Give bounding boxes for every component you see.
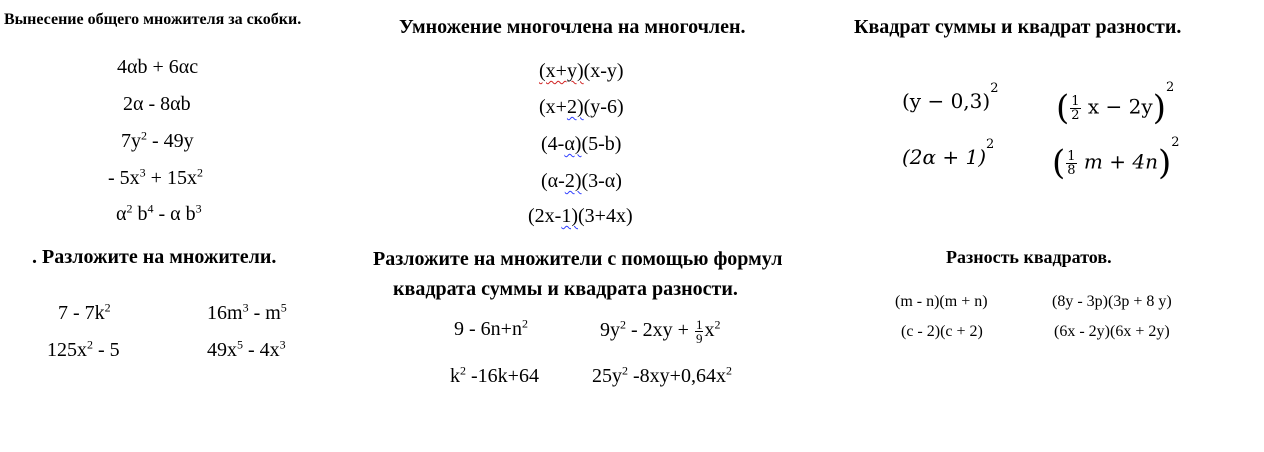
factor-expression-4: $49x^5 - 4x^3$ xyxy=(207,337,286,361)
section-title-difference-of-squares: Разность квадратов. xyxy=(946,247,1112,267)
square-expression-2: ( $\frac{1}{2}$ x − 2y)$^2$ xyxy=(1056,80,1175,128)
section-title-factorize-formulas-line1: Разложите на множители с помощью формул xyxy=(373,248,783,270)
formula-expression-1: $9 - 6n+n^2$ xyxy=(454,316,528,340)
factor-expression-1: $7 - 7k^2$ xyxy=(58,300,111,324)
square-expression-4: ( $\frac{1}{8}$ m + 4n)$^2$ xyxy=(1052,135,1180,183)
difference-expression-1: (m - n)(m + n) xyxy=(895,293,988,310)
difference-expression-4: (6x - 2y)(6x + 2y) xyxy=(1054,323,1170,340)
difference-expression-3: (c - 2)(c + 2) xyxy=(901,323,983,340)
product-4: (α-2)(3-α) xyxy=(541,170,622,192)
square-expression-1: $(y - 0,3)^2$ xyxy=(902,81,999,113)
factor-expression-3: $125x^2 - 5$ xyxy=(47,337,120,361)
section-title-polynomial-multiplication: Умножение многочлена на многочлен. xyxy=(399,16,746,38)
section-title-factorize: . Разложите на множители. xyxy=(32,246,277,268)
section-title-factorize-formulas-line2: квадрата суммы и квадрата разности. xyxy=(393,278,738,300)
section-title-square-of-sum-difference: Квадрат суммы и квадрат разности. xyxy=(854,16,1182,38)
section-title-common-factor: Вынесение общего множителя за скобки. xyxy=(4,11,302,28)
product-1: (x+y)(x-y) xyxy=(539,60,624,82)
expression-3: $7y^2 - 49y$ xyxy=(121,128,194,152)
square-expression-3: $(2\alpha + 1)^2$ xyxy=(902,137,995,169)
formula-expression-2: $9y^2 - 2xy$ + $\frac{1}{9}$ $x^2$ xyxy=(600,317,721,346)
formula-expression-4: $25y^2$ $-8xy+0,64x^2$ xyxy=(592,363,732,387)
expression-1: 4αb + 6αc xyxy=(117,56,199,78)
difference-expression-2: (8y - 3p)(3p + 8 y) xyxy=(1052,293,1172,310)
product-5: (2x-1)(3+4x) xyxy=(528,205,633,227)
product-2: (x+2)(y-6) xyxy=(539,96,624,118)
factor-expression-2: $16m^3 - m^5$ xyxy=(207,300,287,324)
expression-5: $\alpha^2$ $b^4$ - α $b^3$ xyxy=(116,201,202,225)
expression-2: 2α - 8αb xyxy=(123,93,191,115)
product-3: (4-α)(5-b) xyxy=(541,133,622,155)
expression-4: - $5x^3 + 15x^2$ xyxy=(108,165,203,189)
formula-expression-3: $k^2$ -16k+64 xyxy=(450,363,539,387)
